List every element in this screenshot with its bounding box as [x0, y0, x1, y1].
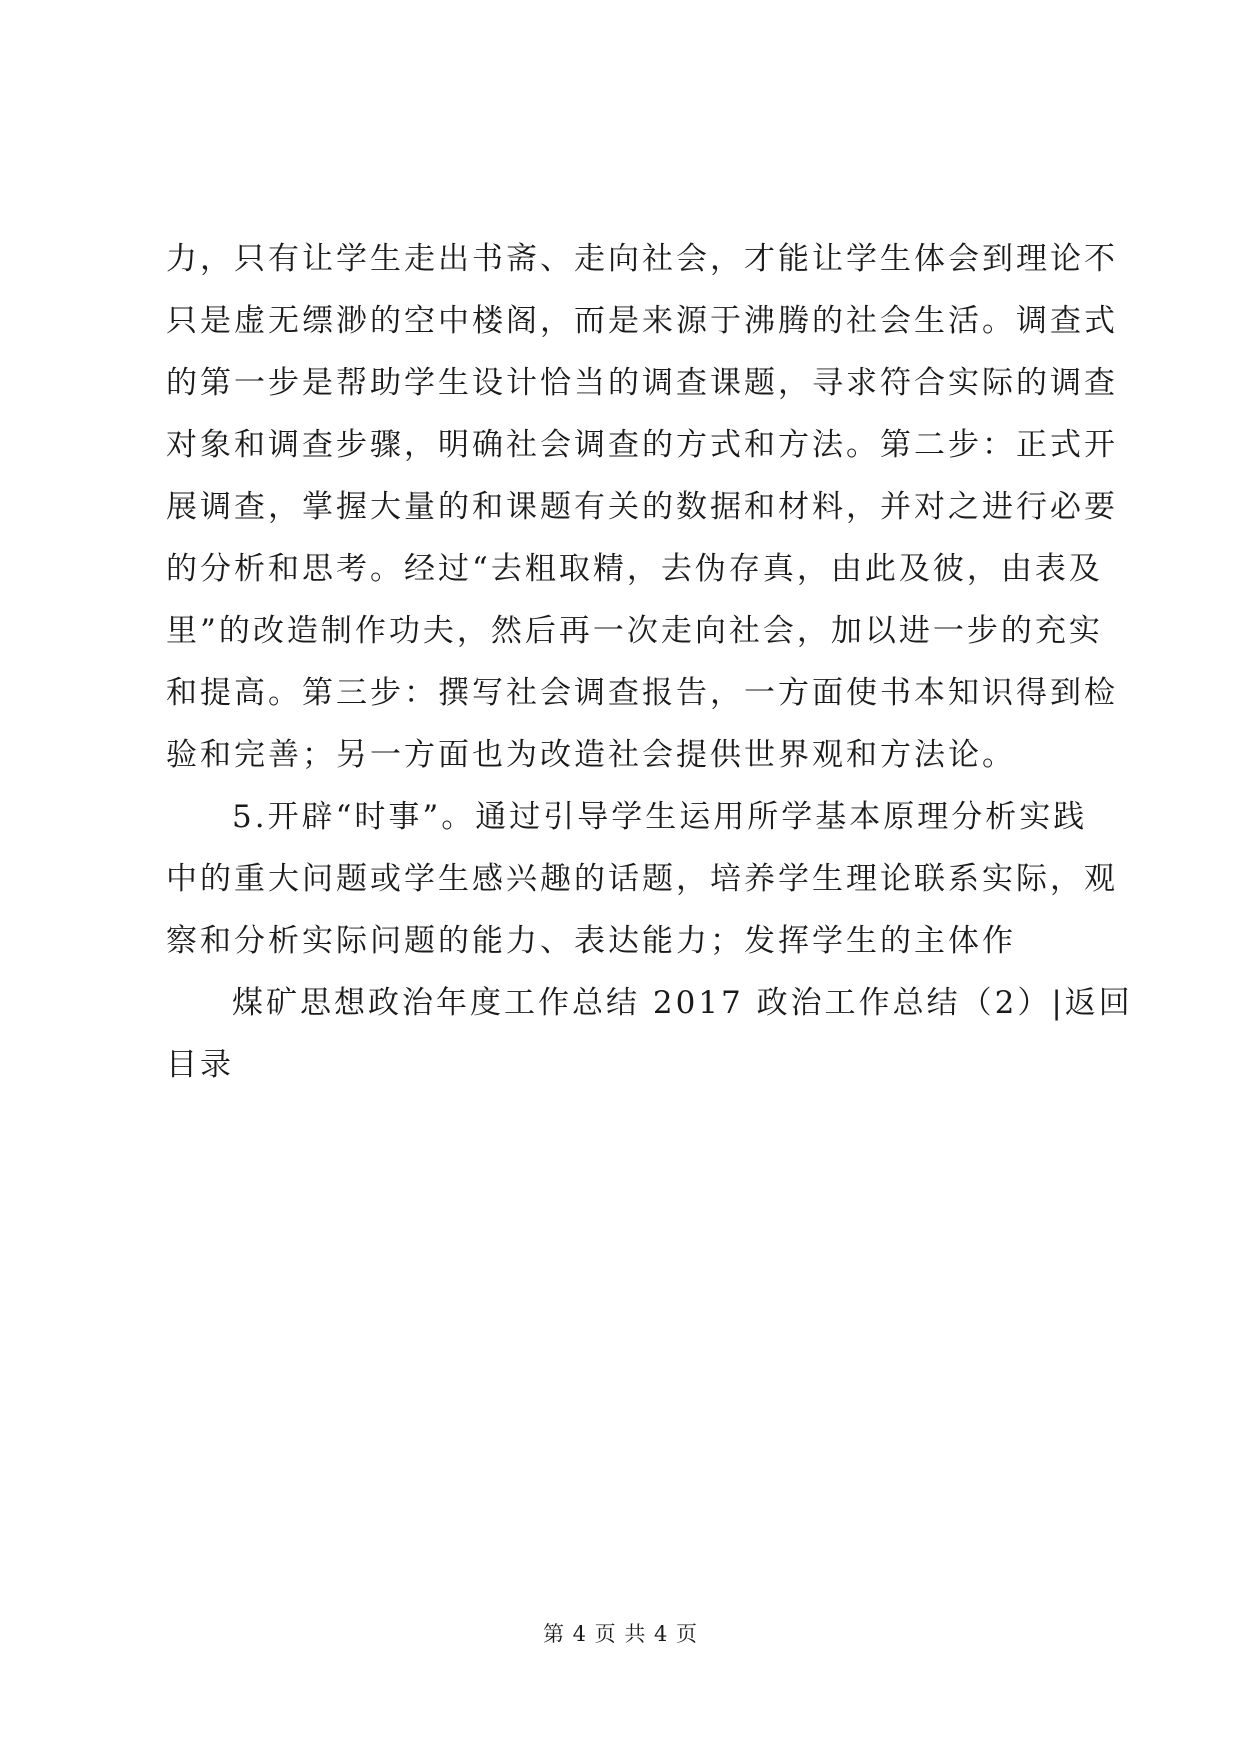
text-line: 里”的改造制作功夫，然后再一次走向社会，加以进一步的充实 [166, 613, 1103, 649]
text-line: 只是虚无缥渺的空中楼阁，而是来源于沸腾的社会生活。调查式 [166, 303, 1118, 339]
paragraph-current-affairs [166, 786, 1118, 972]
text-line: 的分析和思考。经过“去粗取精，去伪存真，由此及彼，由表及 [166, 551, 1103, 587]
text-line: 验和完善；另一方面也为改造社会提供世界观和方法论。 [166, 737, 1016, 773]
document-body [166, 228, 1133, 1096]
paragraph-return-link [166, 972, 1133, 1096]
text-line: 和提高。第三步：撰写社会调查报告，一方面使书本知识得到检 [166, 675, 1118, 711]
text-line: 力，只有让学生走出书斋、走向社会，才能让学生体会到理论不 [166, 241, 1118, 277]
text-line: 的第一步是帮助学生设计恰当的调查课题，寻求符合实际的调查 [166, 365, 1118, 401]
text-line: 5.开辟“时事”。通过引导学生运用所学基本原理分析实践 [232, 799, 1088, 835]
text-line: 察和分析实际问题的能力、表达能力；发挥学生的主体作 [166, 923, 1016, 959]
text-line: 中的重大问题或学生感兴趣的话题，培养学生理论联系实际，观 [166, 861, 1118, 897]
return-to-toc-link[interactable]: 煤矿思想政治年度工作总结 2017 政治工作总结（2）|返回 [232, 985, 1133, 1021]
text-line: 目录 [166, 1047, 234, 1083]
page-number-footer: 第 4 页 共 4 页 [542, 1622, 699, 1646]
paragraph-survey-method [166, 228, 1118, 786]
text-line: 展调查，掌握大量的和课题有关的数据和材料，并对之进行必要 [166, 489, 1118, 525]
text-line: 对象和调查步骤，明确社会调查的方式和方法。第二步：正式开 [166, 427, 1118, 463]
